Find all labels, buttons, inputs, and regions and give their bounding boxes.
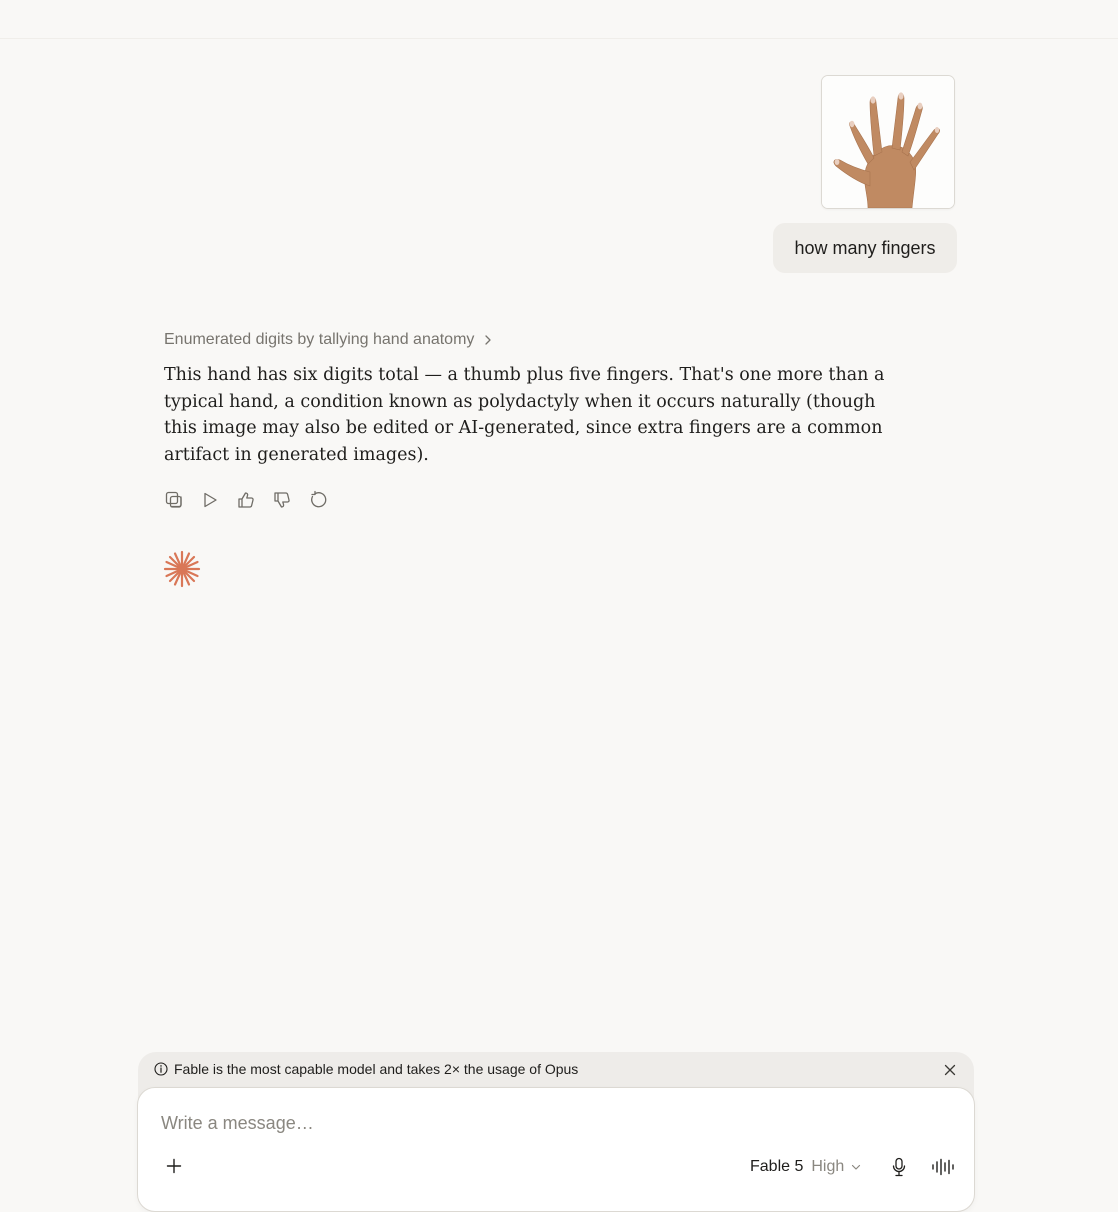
thumbs-down-icon (272, 490, 292, 510)
thinking-summary-label: Enumerated digits by tallying hand anatomy (164, 331, 475, 348)
play-icon (200, 490, 220, 510)
close-icon (944, 1064, 956, 1076)
user-message-bubble: how many fingers (773, 223, 957, 273)
message-input[interactable] (161, 1108, 861, 1138)
model-selector[interactable] (750, 1155, 862, 1179)
add-attachment-button[interactable] (162, 1154, 186, 1178)
info-icon (154, 1062, 168, 1076)
model-name: Fable 5 (750, 1158, 804, 1175)
read-aloud-button[interactable] (196, 486, 224, 514)
thumbs-down-button[interactable] (268, 486, 296, 514)
hand-image-icon (822, 76, 954, 208)
thumbs-up-button[interactable] (232, 486, 260, 514)
chevron-right-icon (482, 334, 494, 346)
attached-hand-image[interactable] (821, 75, 955, 209)
notice-text: Fable is the most capable model and takes 2× the usage of Opus (174, 1061, 579, 1077)
copy-icon (164, 490, 184, 510)
retry-button[interactable] (304, 486, 332, 514)
dictation-button[interactable] (888, 1155, 910, 1179)
thinking-summary-toggle[interactable] (164, 329, 494, 351)
microphone-icon (891, 1157, 907, 1177)
thumbs-up-icon (236, 490, 256, 510)
model-effort: High (811, 1158, 845, 1175)
notice-close-button[interactable] (940, 1060, 960, 1080)
assistant-message-text: This hand has six digits total — a thumb plus five fingers. That's one more than a typical hand, a condition known as polydactyly when it occurs naturally (though this image may also be edited or AI-generated, since extra fingers are a common artifact in generated images). (164, 365, 885, 466)
plus-icon (166, 1158, 182, 1174)
message-action-bar (160, 486, 332, 514)
spark-logo-icon (162, 549, 202, 589)
voice-mode-button[interactable] (930, 1155, 956, 1179)
voice-waveform-icon (931, 1158, 955, 1176)
copy-button[interactable] (160, 486, 188, 514)
retry-icon (308, 490, 328, 510)
chevron-down-icon (850, 1161, 862, 1173)
message-composer (137, 1087, 975, 1212)
notice-content (154, 1059, 578, 1079)
top-bar (0, 0, 1118, 39)
